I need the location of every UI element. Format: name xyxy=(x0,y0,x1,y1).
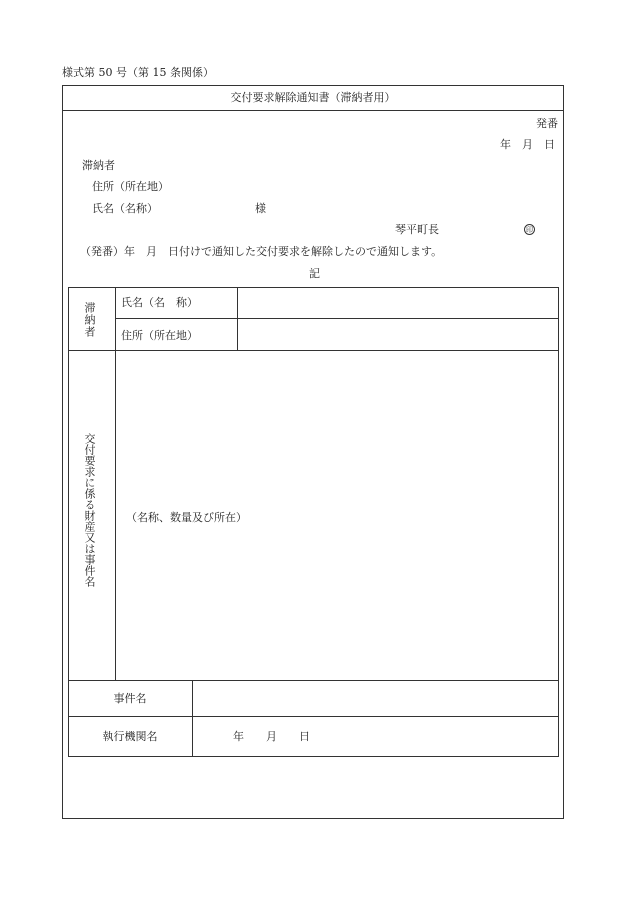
recipient-address-label: 住所（所在地） xyxy=(92,180,169,193)
issue-date: 年 月 日 xyxy=(500,138,555,151)
seal-mark: 印 xyxy=(526,225,533,234)
case-name-value[interactable] xyxy=(200,693,550,707)
recipient-name-label: 氏名（名称） xyxy=(92,202,158,215)
property-content: （名称、数量及び所在） xyxy=(126,511,247,524)
recipient-honorific: 様 xyxy=(255,202,266,215)
table1-address-value[interactable] xyxy=(244,330,554,344)
title-divider xyxy=(62,110,564,111)
document-title: 交付要求解除通知書（滞納者用） xyxy=(230,91,396,104)
table1-name-label: 氏名（名 称） xyxy=(121,296,198,309)
form-number: 様式第 50 号（第 15 条関係） xyxy=(62,66,214,79)
case-name-label: 事件名 xyxy=(113,692,147,705)
issue-number: 発番 xyxy=(536,117,558,130)
recipient-heading: 滞納者 xyxy=(82,159,115,172)
agency-label: 執行機関名 xyxy=(102,730,158,743)
table1-name-value[interactable] xyxy=(244,297,554,311)
notice-body: （発番）年 月 日付けで通知した交付要求を解除したので通知します。 xyxy=(80,245,443,258)
agency-date: 年 月 日 xyxy=(233,730,310,743)
property-side-label: 交付要求に係る財産又は事件名 xyxy=(83,433,96,587)
delinquent-side-label: 滞納者 xyxy=(83,302,96,338)
table1-address-label: 住所（所在地） xyxy=(121,329,198,342)
ki-heading: 記 xyxy=(309,267,320,280)
sender-name: 琴平町長 xyxy=(395,223,439,236)
